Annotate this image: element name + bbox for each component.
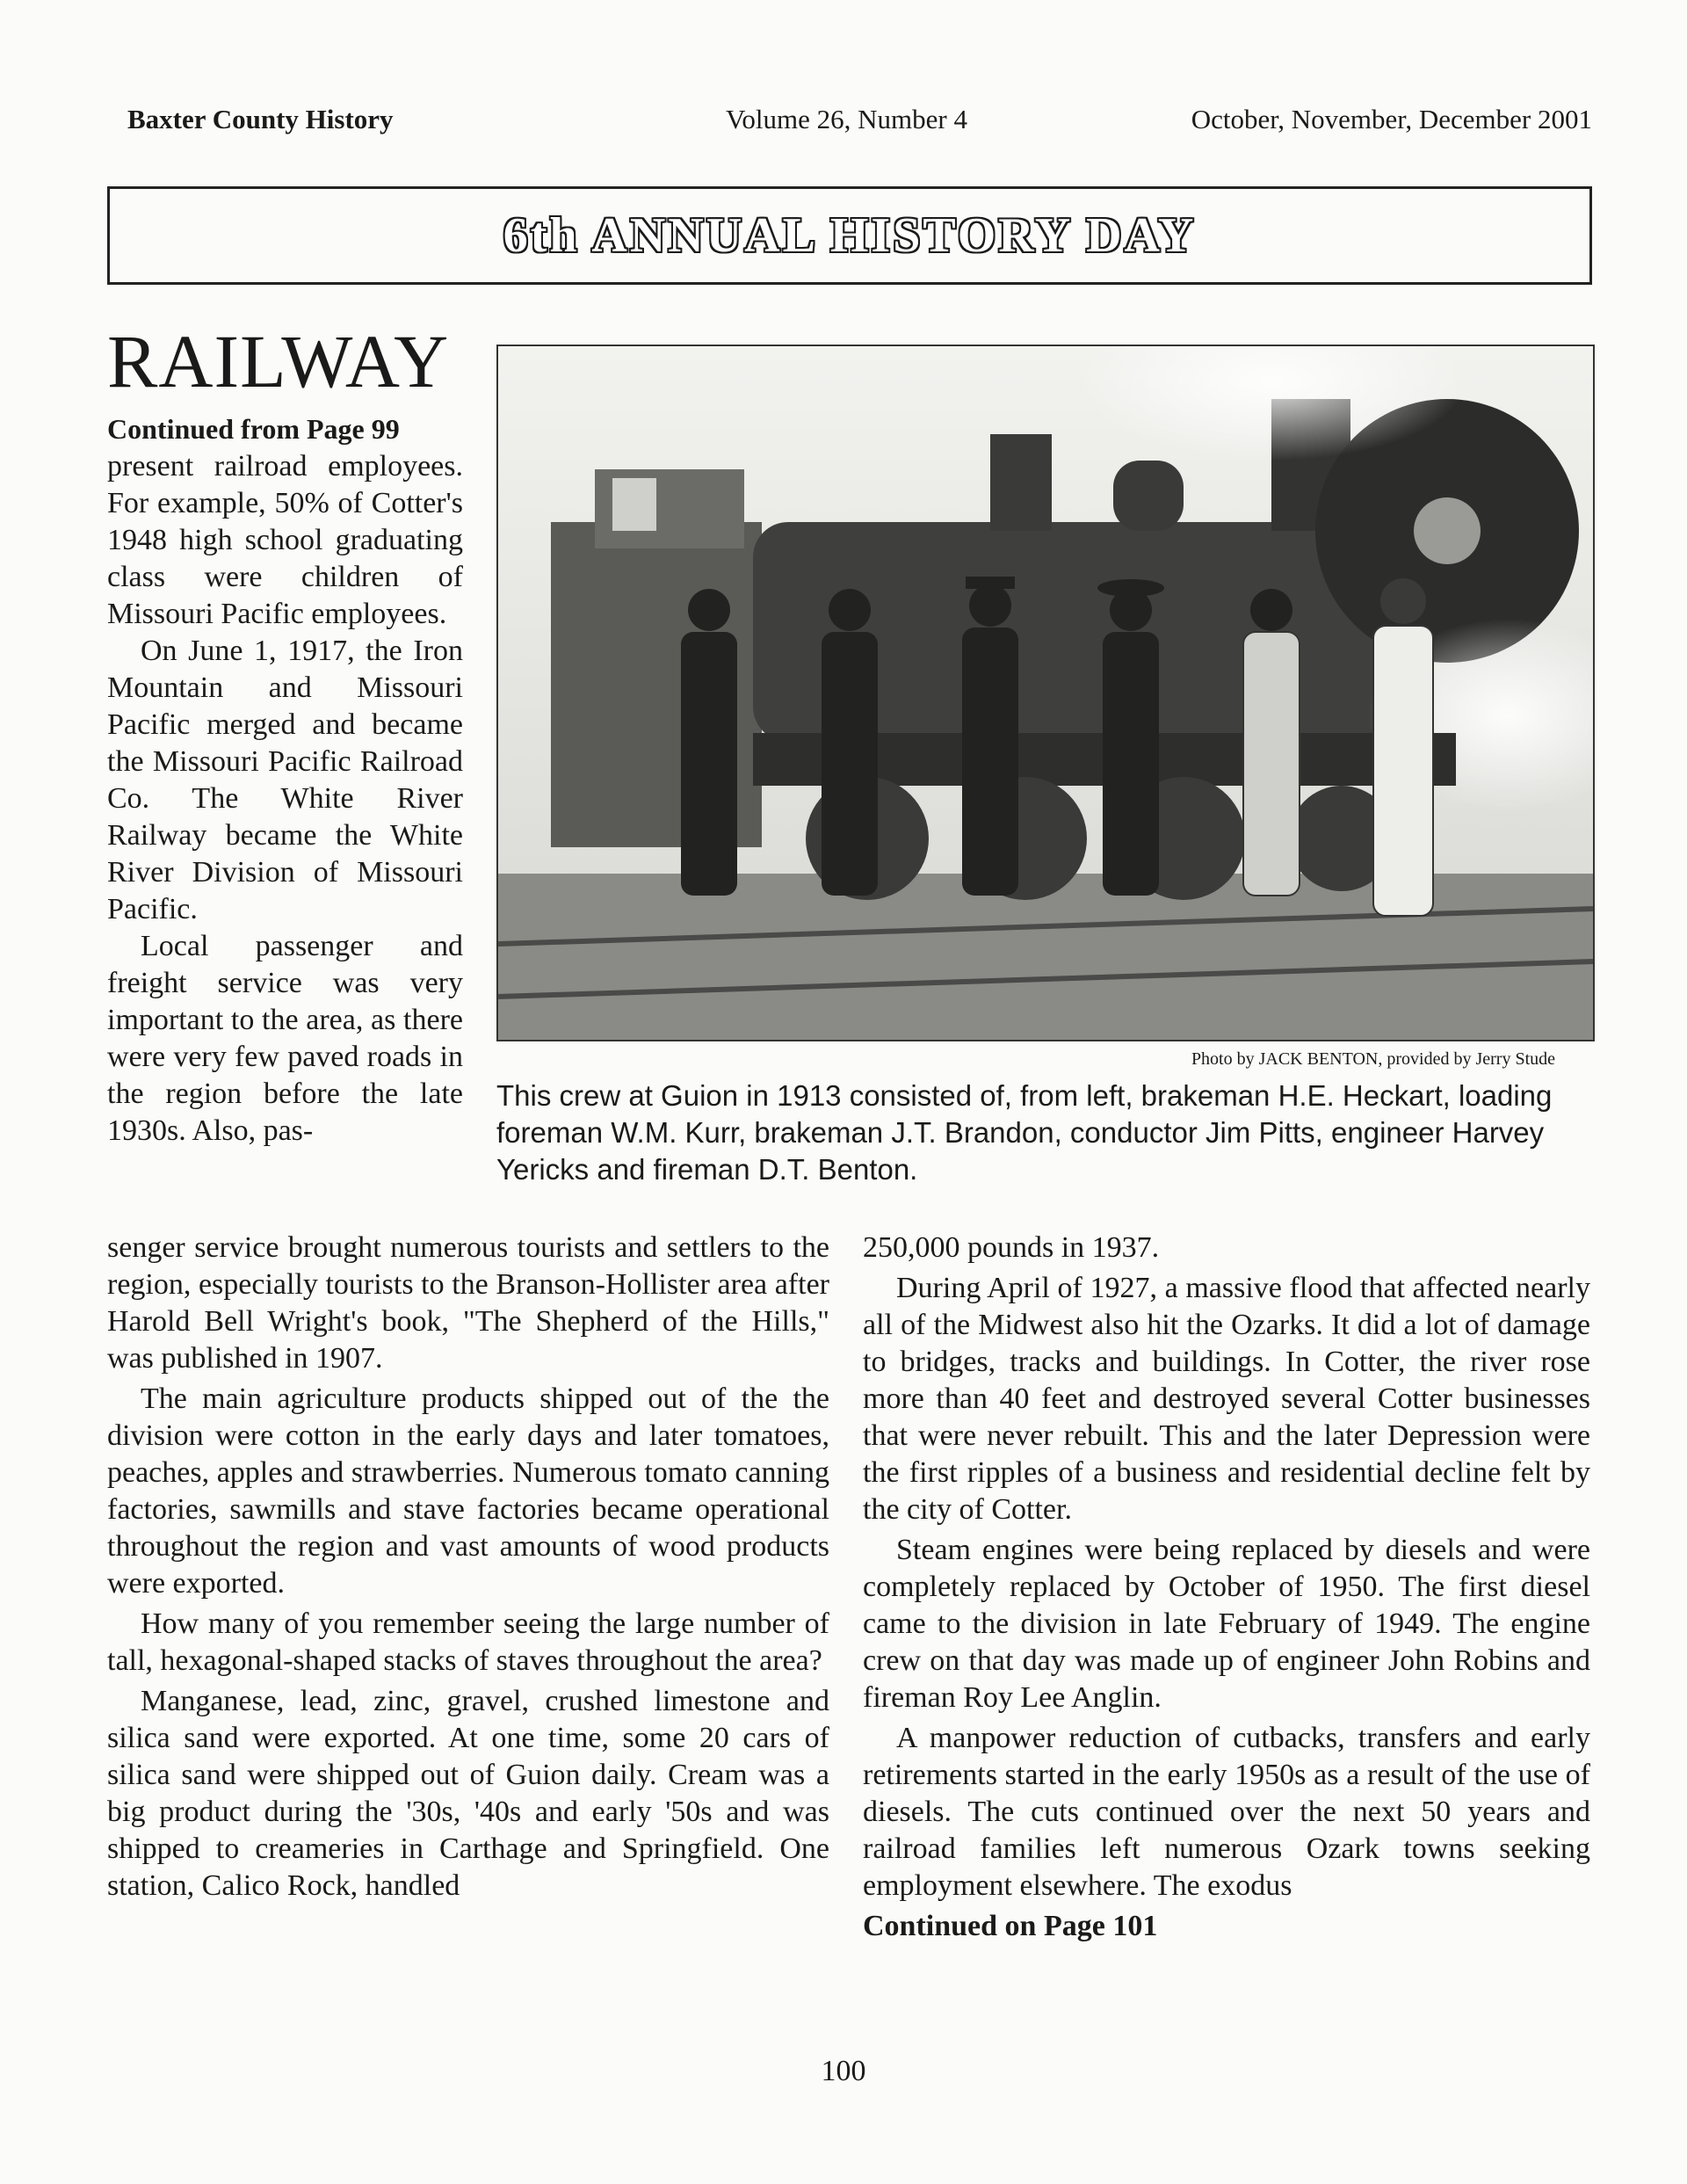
header-publication: Baxter County History (127, 104, 394, 134)
photo-caption: This crew at Guion in 1913 consisted of, from left, brakeman H.E. Heckart, loading foreman W.M. Kurr, brakeman J.T. Brandon, conductor Jim Pitts, engineer Harvey Yericks and fireman D.T. Benton. (496, 1079, 1553, 1186)
narrow-paragraph: present railroad employees. For example, 50% of Cotter's 1948 high school graduating class were children of Missouri Pacific employees. (107, 450, 463, 630)
photo-credit: Photo by JACK BENTON, provided by Jerry Stude (1191, 1049, 1555, 1069)
narrow-paragraph: Local passenger and freight service was very important to the area, as there were very few paved roads in the region before the late 1930s. Also, pas- (107, 930, 463, 1147)
left-column (107, 1230, 829, 1908)
left-paragraph: senger service brought numerous tourists and settlers to the region, especially tourists to the Branson-Hollister area after Harold Bell Wright's book, "The Shepherd of the Hills," was published in 1907. (107, 1231, 829, 1375)
right-paragraph: A manpower reduction of cutbacks, transfers and early retirements started in the early 1950s as a result of the use of diesels. The cuts continued over the next 50 years and railroad families left numerous Ozark towns seeking employment elsewhere. The exodus (863, 1722, 1590, 1902)
locomotive-crew-illustration (498, 346, 1593, 1040)
narrow-column (107, 448, 463, 1150)
history-day-banner (107, 186, 1592, 285)
left-paragraph: Manganese, lead, zinc, gravel, crushed limestone and silica sand were exported. At one time, some 20 cars of silica sand were shipped out of Guion daily. Cream was a big product during the '30s, '40s and early '50s and was shipped to creameries in Carthage and Springfield. One station, Calico Rock, handled (107, 1685, 829, 1902)
continued-on: Continued on Page 101 (863, 1910, 1158, 1942)
article-title: RAILWAY (107, 319, 450, 403)
right-paragraph: Steam engines were being replaced by diesels and were completely replaced by October of 1950. The first diesel came to the division in late February of 1949. The engine crew on that day was made up of engineer John Robins and fireman Roy Lee Anglin. (863, 1534, 1590, 1714)
left-paragraph: The main agriculture products shipped out of the the division were cotton in the early days and later tomatoes, peaches, apples and strawberries. Numerous tomato canning factories, sawmills and stave factories became operational throughout the region and vast amounts of wood products were exported. (107, 1382, 829, 1600)
header-volume: Volume 26, Number 4 (726, 104, 967, 134)
page-number: 100 (821, 2055, 866, 2087)
continued-from: Continued from Page 99 (107, 413, 400, 445)
narrow-paragraph: On June 1, 1917, the Iron Mountain and Missouri Pacific merged and became the Missouri Pacific Railroad Co. The White River Railway became the White River Division of Missouri Pacific. (107, 635, 463, 925)
right-paragraph: 250,000 pounds in 1937. (863, 1231, 1160, 1264)
header-date: October, November, December 2001 (1191, 104, 1592, 134)
left-paragraph: How many of you remember seeing the large number of tall, hexagonal-shaped stacks of staves throughout the area? (107, 1607, 829, 1677)
right-column (863, 1230, 1590, 1948)
crew-photo (496, 345, 1595, 1041)
right-paragraph: During April of 1927, a massive flood that affected nearly all of the Midwest also hit the Ozarks. It did a lot of damage to bridges, tracks and buildings. In Cotter, the river rose more than 40 feet and destroyed several Cotter businesses that were never rebuilt. This and the later Depression were the first ripples of a business and residential decline felt by the city of Cotter. (863, 1272, 1590, 1526)
banner-title: 6th ANNUAL HISTORY DAY (503, 208, 1197, 263)
